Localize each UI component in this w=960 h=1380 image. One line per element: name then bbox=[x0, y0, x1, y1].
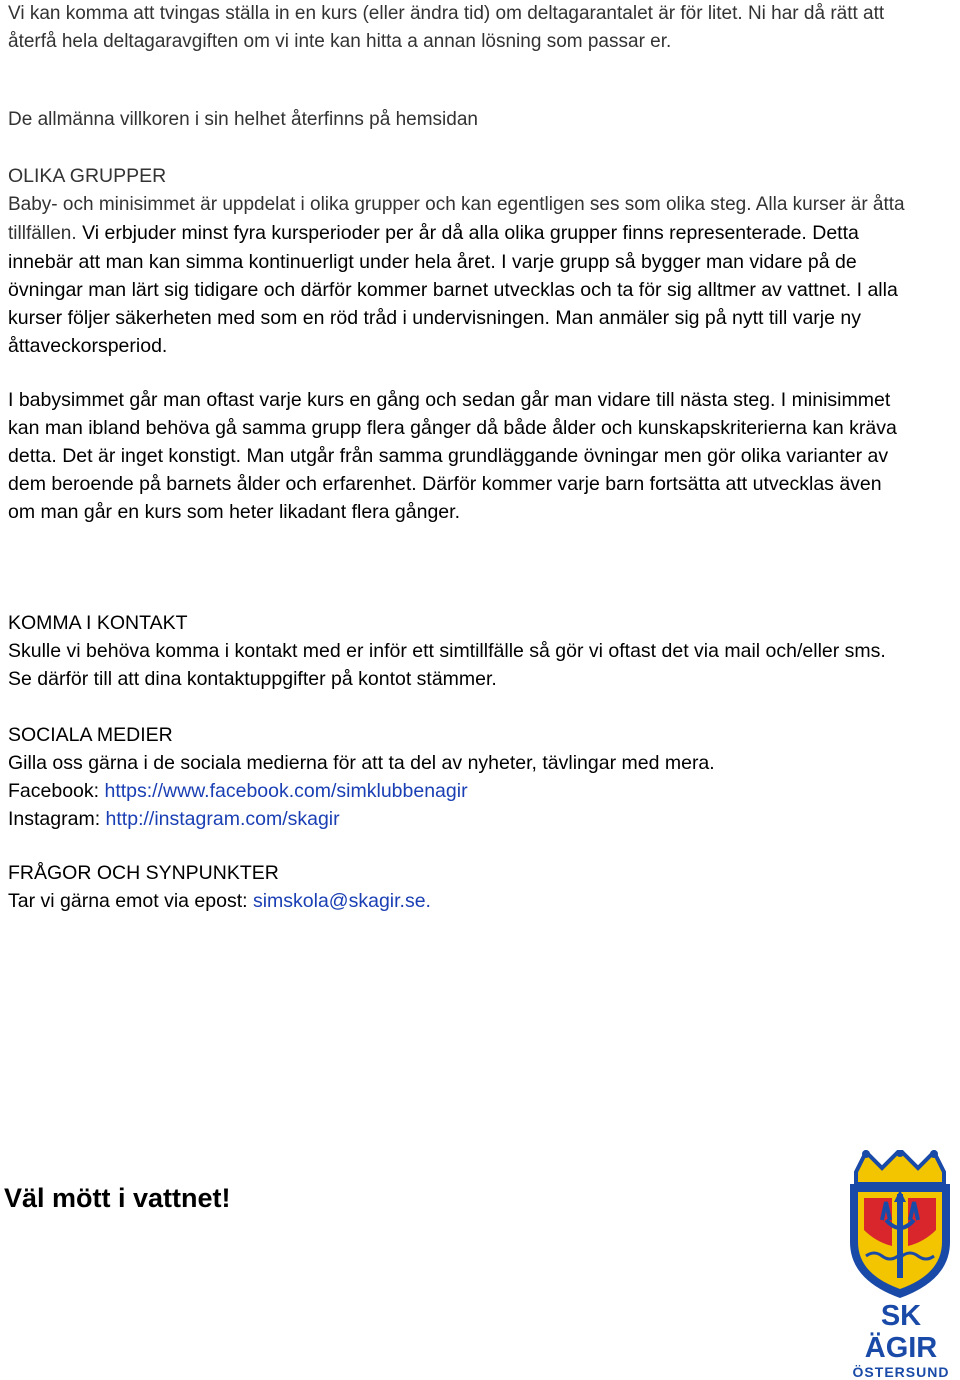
social-paragraph: Gilla oss gärna i de sociala medierna för att ta del av nyheter, tävlingar med mera. bbox=[8, 752, 715, 774]
email-link[interactable]: simskola@skagir.se. bbox=[252, 890, 431, 912]
trident-shaft bbox=[897, 1194, 903, 1278]
groups-paragraph-1 bbox=[8, 190, 908, 360]
logo-wordmark bbox=[842, 1300, 960, 1380]
crown-jewel-left bbox=[862, 1150, 870, 1158]
contact-heading: KOMMA I KONTAKT bbox=[8, 612, 188, 634]
facebook-label: Facebook: bbox=[8, 780, 105, 802]
instagram-line bbox=[8, 805, 908, 833]
instagram-link[interactable]: http://instagram.com/skagir bbox=[105, 808, 340, 830]
questions-line bbox=[8, 887, 908, 915]
groups-paragraph-2: I babysimmet går man oftast varje kurs en gång och sedan går man vidare till nästa steg. I minisimmet kan man ibland behöva gå samma grupp flera gånger då både ålder och kunskapskriterierna kan kräva detta. Det är inget konstigt. Man utgår från samma grundläggande övningar men gör olika varianter av dem beroende på barnets ålder och erfarenhet. Därför kommer varje barn fortsätta att utvecklas även om man går en kurs som heter likadant flera gånger. bbox=[8, 389, 897, 523]
contact-paragraph: Skulle vi behöva komma i kontakt med er inför ett simtillfälle så gör vi oftast det via mail och/eller sms. Se därför till att dina kontaktuppgifter på kontot stämmer. bbox=[8, 640, 886, 690]
social-heading: SOCIALA MEDIER bbox=[8, 724, 173, 746]
groups-heading: OLIKA GRUPPER bbox=[8, 165, 167, 187]
questions-text: Tar vi gärna emot via epost: bbox=[8, 890, 253, 912]
facebook-line bbox=[8, 777, 908, 805]
groups-paragraph-1-grey: Baby- och minisimmet är uppdelat i olika grupper och kan egentligen ses som olika steg. Alla kurser är åtta tillfällen. bbox=[8, 194, 905, 244]
logo-city: ÖSTERSUND bbox=[852, 1364, 950, 1380]
groups-paragraph-1-rest: Vi erbjuder minst fyra kursperioder per år då alla olika grupper finns representerade. Detta innebär att man kan simma kontinuerligt under hela året. I varje grupp så bygger man vidare på de övningar man lärt sig tidigare och därför kommer barnet utvecklas och ta för sig alltmer av vattnet. I alla kurser följer säkerheten med som en röd tråd i undervisningen. Man anmäler sig på nytt till varje ny åttaveckorsperiod. bbox=[8, 222, 898, 357]
logo-name: SK ÄGIR bbox=[864, 1300, 938, 1364]
closing-greeting: Väl mött i vattnet! bbox=[4, 1183, 231, 1213]
intro-paragraph: Vi kan komma att tvingas ställa in en kurs (eller ändra tid) om deltagarantalet är för litet. Ni har då rätt att återfå hela deltagaravgiften om vi inte kan hitta a annan lösning som passar er. bbox=[8, 3, 885, 52]
crown-jewel-right bbox=[930, 1150, 938, 1158]
facebook-link[interactable]: https://www.facebook.com/simklubbenagir bbox=[104, 780, 468, 802]
questions-heading: FRÅGOR OCH SYNPUNKTER bbox=[8, 862, 279, 884]
terms-paragraph: De allmänna villkoren i sin helhet återfinns på hemsidan bbox=[8, 109, 478, 130]
instagram-label: Instagram: bbox=[8, 808, 106, 830]
